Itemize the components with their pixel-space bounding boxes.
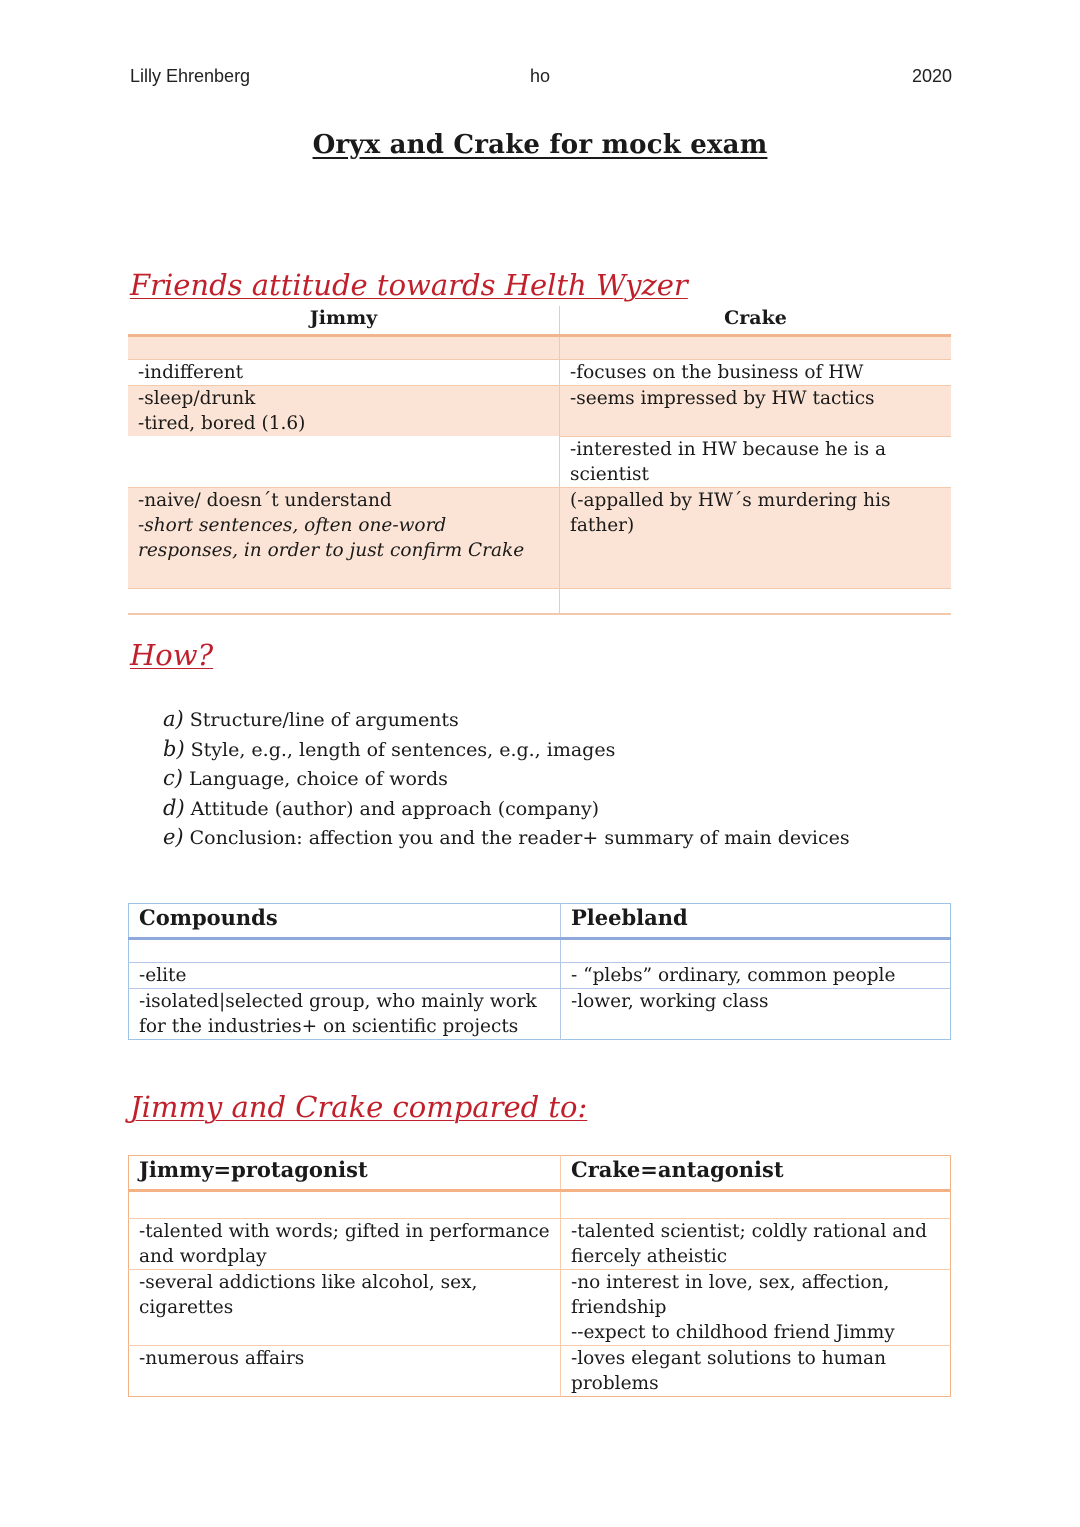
how-list (163, 705, 850, 853)
table-row (129, 963, 951, 989)
friends-heading: Friends attitude towards Helth Wyzer (130, 268, 688, 302)
col-compounds-header: Compounds (129, 904, 561, 939)
list-letter: b) (163, 736, 185, 761)
col-pleebland-header: Pleebland (561, 904, 951, 939)
list-item (163, 735, 850, 765)
table-cell: -interested in HW because he is a scientist (560, 436, 952, 487)
table-row (129, 989, 951, 1040)
friends-header-row (128, 306, 951, 336)
col-antagonist-header: Crake=antagonist (561, 1156, 951, 1191)
list-item (163, 794, 850, 824)
jimmy-crake-compare-table (128, 1155, 951, 1397)
list-letter: d) (163, 795, 185, 820)
col-jimmy-header: Jimmy (128, 306, 560, 336)
list-item (163, 823, 850, 853)
table-cell (128, 487, 560, 588)
table-row (128, 386, 951, 437)
table-cell: -numerous affairs (129, 1346, 561, 1397)
list-letter: e) (163, 825, 184, 849)
list-text: Attitude (author) and approach (company) (190, 797, 600, 820)
cell-text: -sleep/drunk (138, 388, 256, 409)
header-author: Lilly Ehrenberg (130, 66, 251, 86)
friends-table (128, 306, 951, 615)
compare-heading: Jimmy and Crake compared to: (130, 1090, 588, 1124)
table-cell (561, 1270, 951, 1346)
header-year: 2020 (911, 66, 952, 86)
list-text: Style, e.g., length of sentences, e.g., images (190, 738, 616, 761)
compounds-pleebland-table (128, 903, 951, 1040)
compare-header-row (129, 1156, 951, 1191)
table-cell: -elite (129, 963, 561, 989)
list-letter: a) (163, 707, 184, 731)
list-text: Conclusion: affection you and the reader+ summary of main devices (189, 827, 850, 849)
how-heading: How? (130, 638, 214, 672)
friends-empty-row (128, 588, 951, 614)
places-header-row (129, 904, 951, 939)
table-row (129, 1219, 951, 1270)
table-cell: -indifferent (128, 360, 560, 386)
cell-text: -no interest in love, sex, affection, friendship (571, 1272, 890, 1318)
col-crake-header: Crake (560, 306, 952, 336)
list-item (163, 705, 850, 735)
table-cell: -loves elegant solutions to human problems (571, 1348, 887, 1394)
compare-band-row (129, 1191, 951, 1219)
cell-text: --expect to childhood friend Jimmy (571, 1322, 895, 1343)
table-cell: -focuses on the business of HW (560, 360, 952, 386)
table-cell: (-appalled by HW´s murdering his father) (560, 487, 952, 588)
table-cell (128, 386, 560, 437)
cell-text: -tired, bored (1.6) (138, 413, 306, 434)
table-row (128, 360, 951, 386)
list-letter: c) (163, 766, 183, 790)
table-row (129, 1270, 951, 1346)
table-cell: -several addictions like alcohol, sex, cigarettes (129, 1270, 561, 1346)
cell-text: -naive/ doesn´t understand (138, 489, 392, 511)
list-item (163, 764, 850, 794)
list-text: Language, choice of words (188, 768, 448, 790)
table-row (128, 487, 951, 588)
table-cell: -talented scientist; coldly rational and fiercely atheistic (561, 1219, 951, 1270)
col-protagonist-header: Jimmy=protagonist (129, 1156, 561, 1191)
cell-text-italic: -short sentences, often one-word responses, in order to just confirm Crake (138, 514, 525, 561)
table-cell: -isolated|selected group, who mainly work for the industries+ on scientific projects (129, 989, 561, 1040)
friends-band-row (128, 336, 951, 360)
table-cell: - “plebs” ordinary, common people (561, 963, 951, 989)
places-band-row (129, 939, 951, 963)
list-text: Structure/line of arguments (189, 709, 459, 731)
table-cell (128, 436, 560, 487)
table-row (128, 436, 951, 487)
table-cell: -seems impressed by HW tactics (560, 386, 952, 437)
table-cell: -talented with words; gifted in performance and wordplay (129, 1219, 561, 1270)
page-title (0, 130, 1080, 160)
table-row (129, 1346, 951, 1397)
page-title-text: Oryx and Crake for mock exam (312, 130, 768, 160)
header-middle: ho (529, 66, 551, 86)
table-cell: -lower, working class (571, 991, 769, 1012)
